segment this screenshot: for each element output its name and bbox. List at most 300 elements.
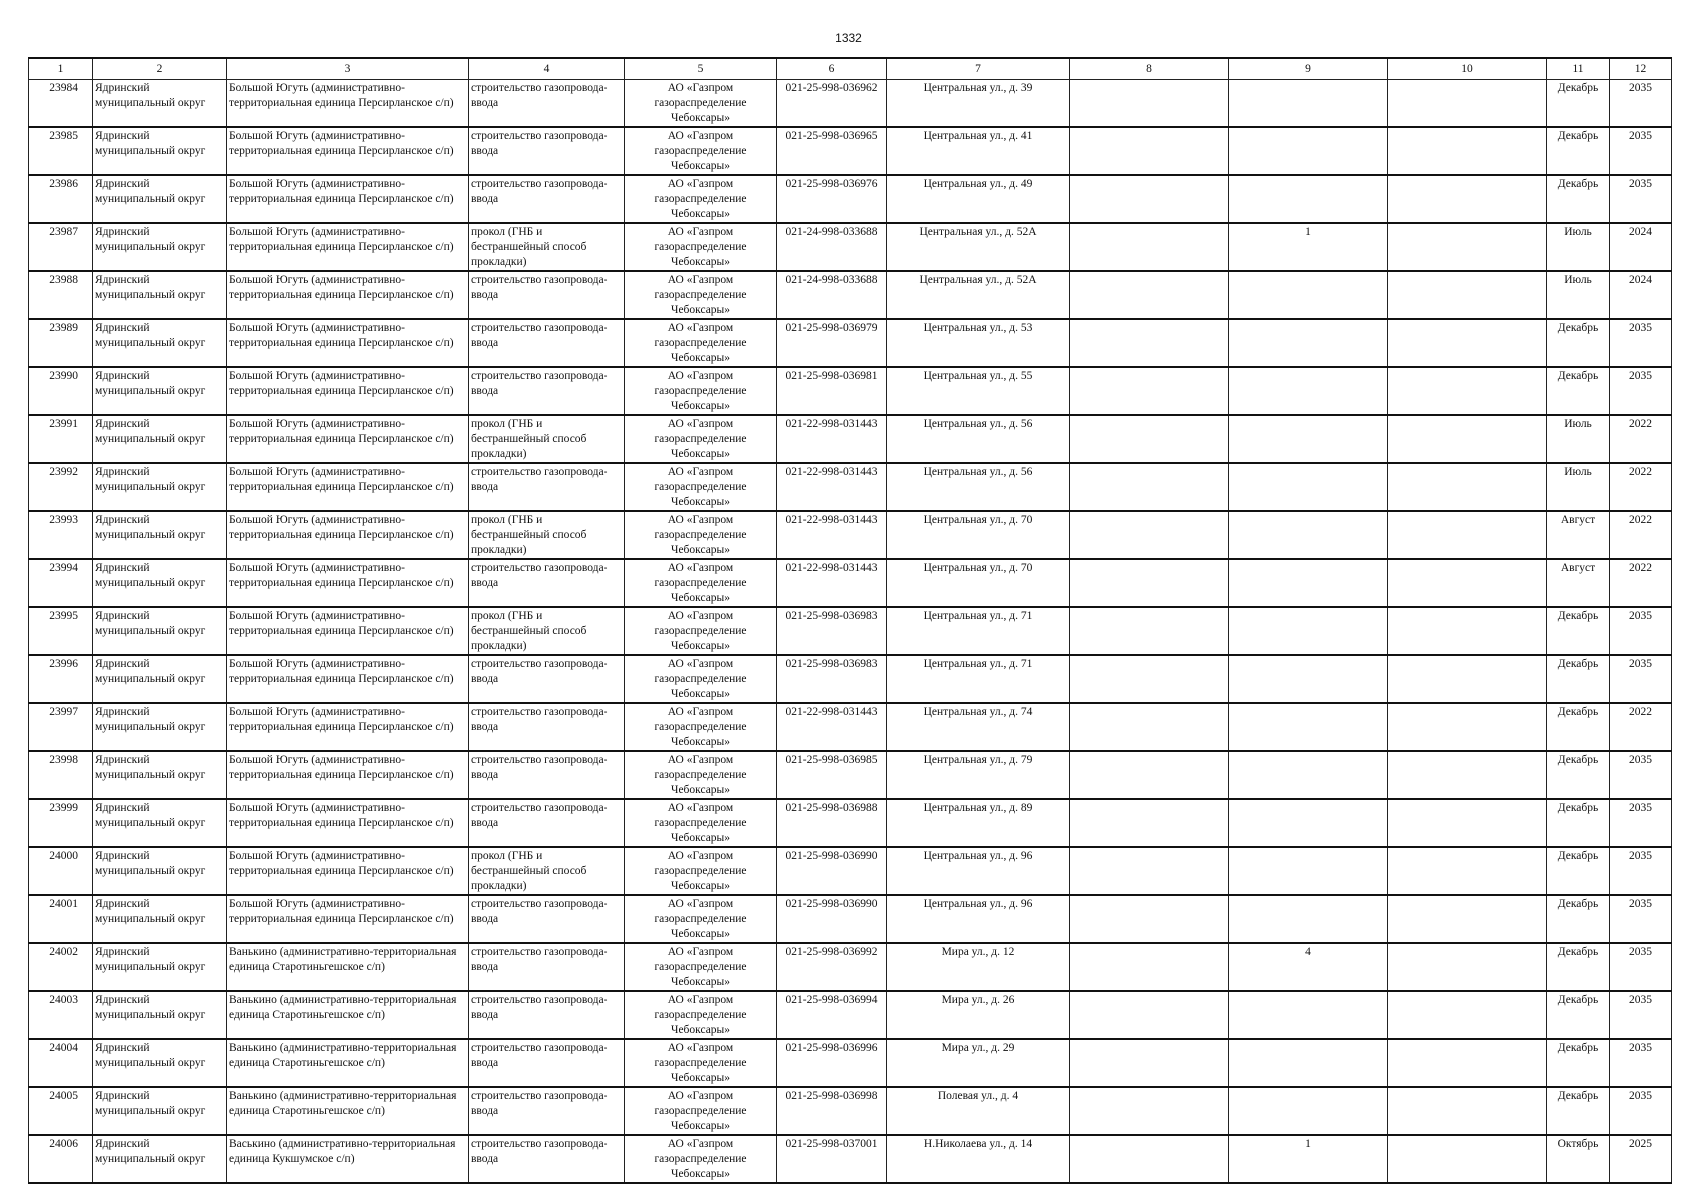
row-number: 23997 — [29, 703, 93, 751]
table-row — [29, 607, 1672, 655]
work-type-cell: строительство газопровода-ввода — [469, 559, 625, 607]
object-code-cell: 021-24-998-033688 — [777, 271, 887, 319]
column-8-cell — [1070, 655, 1229, 703]
work-type-cell: строительство газопровода-ввода — [469, 991, 625, 1039]
column-9-cell — [1229, 463, 1388, 511]
table-row — [29, 223, 1672, 271]
column-10-cell — [1388, 1087, 1547, 1135]
row-number: 23995 — [29, 607, 93, 655]
year-cell: 2035 — [1610, 367, 1672, 415]
organization-cell: АО «Газпром газораспределение Чебоксары» — [625, 991, 777, 1039]
organization-cell: АО «Газпром газораспределение Чебоксары» — [625, 367, 777, 415]
district-cell: Ядринский муниципальный округ — [93, 751, 227, 799]
organization-cell: АО «Газпром газораспределение Чебоксары» — [625, 415, 777, 463]
column-8-cell — [1070, 751, 1229, 799]
object-code-cell: 021-22-998-031443 — [777, 511, 887, 559]
month-cell: Июль — [1547, 271, 1610, 319]
column-10-cell — [1388, 415, 1547, 463]
table-row — [29, 127, 1672, 175]
organization-cell: АО «Газпром газораспределение Чебоксары» — [625, 319, 777, 367]
column-10-cell — [1388, 511, 1547, 559]
row-number: 23989 — [29, 319, 93, 367]
address-cell: Центральная ул., д. 53 — [887, 319, 1070, 367]
column-header: 8 — [1070, 58, 1229, 80]
year-cell: 2022 — [1610, 703, 1672, 751]
month-cell: Декабрь — [1547, 943, 1610, 991]
work-type-cell: строительство газопровода-ввода — [469, 703, 625, 751]
table-row — [29, 655, 1672, 703]
table-row — [29, 847, 1672, 895]
object-code-cell: 021-25-998-036990 — [777, 895, 887, 943]
organization-cell: АО «Газпром газораспределение Чебоксары» — [625, 175, 777, 223]
work-type-cell: строительство газопровода-ввода — [469, 1039, 625, 1087]
locality-cell: Большой Югуть (административно-территориальная единица Персирланское с/п) — [227, 367, 469, 415]
column-9-cell: 4 — [1229, 943, 1388, 991]
row-number: 23990 — [29, 367, 93, 415]
address-cell: Полевая ул., д. 4 — [887, 1087, 1070, 1135]
locality-cell: Большой Югуть (административно-территориальная единица Персирланское с/п) — [227, 80, 469, 128]
table-body — [29, 80, 1672, 1184]
district-cell: Ядринский муниципальный округ — [93, 80, 227, 128]
column-header: 12 — [1610, 58, 1672, 80]
column-9-cell — [1229, 895, 1388, 943]
district-cell: Ядринский муниципальный округ — [93, 223, 227, 271]
district-cell: Ядринский муниципальный округ — [93, 799, 227, 847]
column-10-cell — [1388, 463, 1547, 511]
address-cell: Мира ул., д. 12 — [887, 943, 1070, 991]
row-number: 24001 — [29, 895, 93, 943]
address-cell: Центральная ул., д. 70 — [887, 511, 1070, 559]
address-cell: Центральная ул., д. 39 — [887, 80, 1070, 128]
table-row — [29, 1039, 1672, 1087]
organization-cell: АО «Газпром газораспределение Чебоксары» — [625, 703, 777, 751]
object-code-cell: 021-25-998-036992 — [777, 943, 887, 991]
page-number: 1332 — [835, 31, 862, 45]
address-cell: Центральная ул., д. 71 — [887, 655, 1070, 703]
column-10-cell — [1388, 175, 1547, 223]
column-8-cell — [1070, 559, 1229, 607]
row-number: 24003 — [29, 991, 93, 1039]
register-table — [28, 57, 1672, 1184]
work-type-cell: строительство газопровода-ввода — [469, 1087, 625, 1135]
column-header: 5 — [625, 58, 777, 80]
table-row — [29, 511, 1672, 559]
locality-cell: Большой Югуть (административно-территориальная единица Персирланское с/п) — [227, 223, 469, 271]
address-cell: Центральная ул., д. 74 — [887, 703, 1070, 751]
address-cell: Центральная ул., д. 52А — [887, 223, 1070, 271]
organization-cell: АО «Газпром газораспределение Чебоксары» — [625, 607, 777, 655]
column-8-cell — [1070, 607, 1229, 655]
month-cell: Октябрь — [1547, 1135, 1610, 1183]
row-number: 23985 — [29, 127, 93, 175]
column-8-cell — [1070, 943, 1229, 991]
work-type-cell: строительство газопровода-ввода — [469, 271, 625, 319]
month-cell: Декабрь — [1547, 895, 1610, 943]
table-row — [29, 1135, 1672, 1183]
locality-cell: Ванькино (административно-территориальная единица Старотиньгешское с/п) — [227, 943, 469, 991]
organization-cell: АО «Газпром газораспределение Чебоксары» — [625, 1039, 777, 1087]
month-cell: Июль — [1547, 463, 1610, 511]
column-9-cell — [1229, 751, 1388, 799]
column-8-cell — [1070, 80, 1229, 128]
column-9-cell — [1229, 127, 1388, 175]
column-10-cell — [1388, 991, 1547, 1039]
column-9-cell — [1229, 991, 1388, 1039]
object-code-cell: 021-25-998-036994 — [777, 991, 887, 1039]
address-cell: Центральная ул., д. 71 — [887, 607, 1070, 655]
work-type-cell: строительство газопровода-ввода — [469, 463, 625, 511]
district-cell: Ядринский муниципальный округ — [93, 943, 227, 991]
locality-cell: Большой Югуть (административно-территориальная единица Персирланское с/п) — [227, 607, 469, 655]
row-number: 23996 — [29, 655, 93, 703]
year-cell: 2035 — [1610, 127, 1672, 175]
table-row — [29, 703, 1672, 751]
table-row — [29, 751, 1672, 799]
row-number: 24006 — [29, 1135, 93, 1183]
address-cell: Центральная ул., д. 96 — [887, 847, 1070, 895]
column-8-cell — [1070, 271, 1229, 319]
year-cell: 2035 — [1610, 655, 1672, 703]
month-cell: Декабрь — [1547, 655, 1610, 703]
column-9-cell — [1229, 511, 1388, 559]
locality-cell: Васькино (административно-территориальная единица Кукшумское с/п) — [227, 1135, 469, 1183]
object-code-cell: 021-25-998-036965 — [777, 127, 887, 175]
object-code-cell: 021-25-998-037001 — [777, 1135, 887, 1183]
year-cell: 2035 — [1610, 751, 1672, 799]
row-number: 24002 — [29, 943, 93, 991]
column-9-cell — [1229, 415, 1388, 463]
organization-cell: АО «Газпром газораспределение Чебоксары» — [625, 943, 777, 991]
district-cell: Ядринский муниципальный округ — [93, 991, 227, 1039]
column-9-cell — [1229, 80, 1388, 128]
year-cell: 2022 — [1610, 415, 1672, 463]
column-10-cell — [1388, 847, 1547, 895]
month-cell: Декабрь — [1547, 319, 1610, 367]
column-8-cell — [1070, 127, 1229, 175]
column-8-cell — [1070, 511, 1229, 559]
organization-cell: АО «Газпром газораспределение Чебоксары» — [625, 271, 777, 319]
district-cell: Ядринский муниципальный округ — [93, 559, 227, 607]
object-code-cell: 021-25-998-036979 — [777, 319, 887, 367]
column-9-cell — [1229, 703, 1388, 751]
object-code-cell: 021-22-998-031443 — [777, 463, 887, 511]
locality-cell: Большой Югуть (административно-территориальная единица Персирланское с/п) — [227, 319, 469, 367]
organization-cell: АО «Газпром газораспределение Чебоксары» — [625, 751, 777, 799]
year-cell: 2022 — [1610, 511, 1672, 559]
district-cell: Ядринский муниципальный округ — [93, 319, 227, 367]
column-8-cell — [1070, 847, 1229, 895]
row-number: 23984 — [29, 80, 93, 128]
column-10-cell — [1388, 799, 1547, 847]
work-type-cell: прокол (ГНБ и бестраншейный способ прокладки) — [469, 511, 625, 559]
column-9-cell — [1229, 559, 1388, 607]
row-number: 23987 — [29, 223, 93, 271]
column-header: 2 — [93, 58, 227, 80]
row-number: 23991 — [29, 415, 93, 463]
district-cell: Ядринский муниципальный округ — [93, 1135, 227, 1183]
column-8-cell — [1070, 895, 1229, 943]
column-10-cell — [1388, 703, 1547, 751]
object-code-cell: 021-25-998-036976 — [777, 175, 887, 223]
column-header: 11 — [1547, 58, 1610, 80]
work-type-cell: строительство газопровода-ввода — [469, 1135, 625, 1183]
table-row — [29, 799, 1672, 847]
column-10-cell — [1388, 1039, 1547, 1087]
organization-cell: АО «Газпром газораспределение Чебоксары» — [625, 847, 777, 895]
table-row — [29, 271, 1672, 319]
column-10-cell — [1388, 80, 1547, 128]
column-10-cell — [1388, 127, 1547, 175]
column-8-cell — [1070, 703, 1229, 751]
district-cell: Ядринский муниципальный округ — [93, 511, 227, 559]
locality-cell: Ванькино (административно-территориальная единица Старотиньгешское с/п) — [227, 991, 469, 1039]
object-code-cell: 021-25-998-036996 — [777, 1039, 887, 1087]
address-cell: Мира ул., д. 29 — [887, 1039, 1070, 1087]
column-8-cell — [1070, 1135, 1229, 1183]
column-8-cell — [1070, 1087, 1229, 1135]
organization-cell: АО «Газпром газораспределение Чебоксары» — [625, 655, 777, 703]
address-cell: Центральная ул., д. 89 — [887, 799, 1070, 847]
column-8-cell — [1070, 991, 1229, 1039]
column-9-cell — [1229, 367, 1388, 415]
locality-cell: Большой Югуть (административно-территориальная единица Персирланское с/п) — [227, 127, 469, 175]
object-code-cell: 021-25-998-036981 — [777, 367, 887, 415]
object-code-cell: 021-25-998-036998 — [777, 1087, 887, 1135]
object-code-cell: 021-25-998-036988 — [777, 799, 887, 847]
address-cell: Центральная ул., д. 56 — [887, 415, 1070, 463]
address-cell: Н.Николаева ул., д. 14 — [887, 1135, 1070, 1183]
locality-cell: Большой Югуть (административно-территориальная единица Персирланское с/п) — [227, 271, 469, 319]
district-cell: Ядринский муниципальный округ — [93, 367, 227, 415]
column-9-cell — [1229, 271, 1388, 319]
month-cell: Декабрь — [1547, 991, 1610, 1039]
organization-cell: АО «Газпром газораспределение Чебоксары» — [625, 463, 777, 511]
object-code-cell: 021-25-998-036962 — [777, 80, 887, 128]
year-cell: 2035 — [1610, 319, 1672, 367]
district-cell: Ядринский муниципальный округ — [93, 271, 227, 319]
district-cell: Ядринский муниципальный округ — [93, 895, 227, 943]
column-8-cell — [1070, 1039, 1229, 1087]
organization-cell: АО «Газпром газораспределение Чебоксары» — [625, 223, 777, 271]
column-10-cell — [1388, 319, 1547, 367]
column-9-cell — [1229, 655, 1388, 703]
locality-cell: Ванькино (административно-территориальная единица Старотиньгешское с/п) — [227, 1039, 469, 1087]
locality-cell: Ванькино (административно-территориальная единица Старотиньгешское с/п) — [227, 1087, 469, 1135]
work-type-cell: строительство газопровода-ввода — [469, 751, 625, 799]
year-cell: 2035 — [1610, 607, 1672, 655]
locality-cell: Большой Югуть (административно-территориальная единица Персирланское с/п) — [227, 703, 469, 751]
district-cell: Ядринский муниципальный округ — [93, 607, 227, 655]
table-row — [29, 80, 1672, 128]
year-cell: 2022 — [1610, 559, 1672, 607]
locality-cell: Большой Югуть (административно-территориальная единица Персирланское с/п) — [227, 415, 469, 463]
row-number: 23986 — [29, 175, 93, 223]
column-10-cell — [1388, 1135, 1547, 1183]
year-cell: 2035 — [1610, 1039, 1672, 1087]
row-number: 24005 — [29, 1087, 93, 1135]
year-cell: 2035 — [1610, 1087, 1672, 1135]
object-code-cell: 021-25-998-036983 — [777, 655, 887, 703]
object-code-cell: 021-22-998-031443 — [777, 703, 887, 751]
year-cell: 2035 — [1610, 799, 1672, 847]
column-9-cell — [1229, 1087, 1388, 1135]
year-cell: 2035 — [1610, 943, 1672, 991]
work-type-cell: строительство газопровода-ввода — [469, 175, 625, 223]
column-10-cell — [1388, 223, 1547, 271]
column-header: 1 — [29, 58, 93, 80]
work-type-cell: строительство газопровода-ввода — [469, 943, 625, 991]
year-cell: 2035 — [1610, 175, 1672, 223]
month-cell: Декабрь — [1547, 127, 1610, 175]
row-number: 23993 — [29, 511, 93, 559]
work-type-cell: строительство газопровода-ввода — [469, 895, 625, 943]
month-cell: Июль — [1547, 415, 1610, 463]
address-cell: Центральная ул., д. 70 — [887, 559, 1070, 607]
column-10-cell — [1388, 895, 1547, 943]
district-cell: Ядринский муниципальный округ — [93, 415, 227, 463]
year-cell: 2035 — [1610, 991, 1672, 1039]
work-type-cell: строительство газопровода-ввода — [469, 799, 625, 847]
month-cell: Декабрь — [1547, 80, 1610, 128]
district-cell: Ядринский муниципальный округ — [93, 1039, 227, 1087]
organization-cell: АО «Газпром газораспределение Чебоксары» — [625, 1087, 777, 1135]
locality-cell: Большой Югуть (административно-территориальная единица Персирланское с/п) — [227, 511, 469, 559]
table-row — [29, 415, 1672, 463]
locality-cell: Большой Югуть (административно-территориальная единица Персирланское с/п) — [227, 175, 469, 223]
locality-cell: Большой Югуть (административно-территориальная единица Персирланское с/п) — [227, 895, 469, 943]
column-9-cell — [1229, 319, 1388, 367]
work-type-cell: строительство газопровода-ввода — [469, 655, 625, 703]
work-type-cell: прокол (ГНБ и бестраншейный способ прокладки) — [469, 415, 625, 463]
organization-cell: АО «Газпром газораспределение Чебоксары» — [625, 559, 777, 607]
column-header: 4 — [469, 58, 625, 80]
column-10-cell — [1388, 751, 1547, 799]
object-code-cell: 021-25-998-036990 — [777, 847, 887, 895]
work-type-cell: строительство газопровода-ввода — [469, 80, 625, 128]
column-8-cell — [1070, 415, 1229, 463]
column-10-cell — [1388, 943, 1547, 991]
year-cell: 2035 — [1610, 80, 1672, 128]
organization-cell: АО «Газпром газораспределение Чебоксары» — [625, 80, 777, 128]
row-number: 23999 — [29, 799, 93, 847]
column-9-cell — [1229, 175, 1388, 223]
column-8-cell — [1070, 175, 1229, 223]
column-9-cell — [1229, 1039, 1388, 1087]
locality-cell: Большой Югуть (административно-территориальная единица Персирланское с/п) — [227, 847, 469, 895]
address-cell: Центральная ул., д. 79 — [887, 751, 1070, 799]
locality-cell: Большой Югуть (административно-территориальная единица Персирланское с/п) — [227, 751, 469, 799]
table-row — [29, 991, 1672, 1039]
address-cell: Центральная ул., д. 41 — [887, 127, 1070, 175]
column-9-cell — [1229, 799, 1388, 847]
month-cell: Август — [1547, 559, 1610, 607]
month-cell: Декабрь — [1547, 607, 1610, 655]
column-9-cell: 1 — [1229, 223, 1388, 271]
column-10-cell — [1388, 607, 1547, 655]
row-number: 23992 — [29, 463, 93, 511]
object-code-cell: 021-22-998-031443 — [777, 559, 887, 607]
district-cell: Ядринский муниципальный округ — [93, 463, 227, 511]
object-code-cell: 021-22-998-031443 — [777, 415, 887, 463]
year-cell: 2025 — [1610, 1135, 1672, 1183]
column-header: 9 — [1229, 58, 1388, 80]
row-number: 23988 — [29, 271, 93, 319]
year-cell: 2035 — [1610, 895, 1672, 943]
organization-cell: АО «Газпром газораспределение Чебоксары» — [625, 895, 777, 943]
address-cell: Центральная ул., д. 56 — [887, 463, 1070, 511]
column-header: 6 — [777, 58, 887, 80]
column-8-cell — [1070, 463, 1229, 511]
work-type-cell: строительство газопровода-ввода — [469, 319, 625, 367]
header-row — [29, 58, 1672, 80]
column-header: 10 — [1388, 58, 1547, 80]
month-cell: Декабрь — [1547, 799, 1610, 847]
locality-cell: Большой Югуть (административно-территориальная единица Персирланское с/п) — [227, 799, 469, 847]
column-9-cell — [1229, 607, 1388, 655]
month-cell: Декабрь — [1547, 847, 1610, 895]
table-row — [29, 943, 1672, 991]
column-8-cell — [1070, 319, 1229, 367]
column-header: 3 — [227, 58, 469, 80]
column-10-cell — [1388, 559, 1547, 607]
year-cell: 2024 — [1610, 271, 1672, 319]
month-cell: Декабрь — [1547, 175, 1610, 223]
month-cell: Август — [1547, 511, 1610, 559]
district-cell: Ядринский муниципальный округ — [93, 175, 227, 223]
table-row — [29, 559, 1672, 607]
district-cell: Ядринский муниципальный округ — [93, 847, 227, 895]
month-cell: Декабрь — [1547, 1087, 1610, 1135]
table-row — [29, 175, 1672, 223]
row-number: 24000 — [29, 847, 93, 895]
district-cell: Ядринский муниципальный округ — [93, 1087, 227, 1135]
row-number: 23998 — [29, 751, 93, 799]
year-cell: 2035 — [1610, 847, 1672, 895]
address-cell: Мира ул., д. 26 — [887, 991, 1070, 1039]
column-9-cell — [1229, 847, 1388, 895]
object-code-cell: 021-24-998-033688 — [777, 223, 887, 271]
table-row — [29, 895, 1672, 943]
month-cell: Декабрь — [1547, 1039, 1610, 1087]
work-type-cell: прокол (ГНБ и бестраншейный способ прокладки) — [469, 847, 625, 895]
row-number: 24004 — [29, 1039, 93, 1087]
work-type-cell: прокол (ГНБ и бестраншейный способ прокладки) — [469, 223, 625, 271]
column-header: 7 — [887, 58, 1070, 80]
work-type-cell: строительство газопровода-ввода — [469, 367, 625, 415]
work-type-cell: прокол (ГНБ и бестраншейный способ прокладки) — [469, 607, 625, 655]
column-8-cell — [1070, 223, 1229, 271]
month-cell: Декабрь — [1547, 751, 1610, 799]
year-cell: 2024 — [1610, 223, 1672, 271]
table-header — [29, 58, 1672, 80]
address-cell: Центральная ул., д. 55 — [887, 367, 1070, 415]
column-9-cell: 1 — [1229, 1135, 1388, 1183]
column-10-cell — [1388, 367, 1547, 415]
organization-cell: АО «Газпром газораспределение Чебоксары» — [625, 127, 777, 175]
locality-cell: Большой Югуть (административно-территориальная единица Персирланское с/п) — [227, 463, 469, 511]
column-10-cell — [1388, 271, 1547, 319]
table-row — [29, 367, 1672, 415]
year-cell: 2022 — [1610, 463, 1672, 511]
organization-cell: АО «Газпром газораспределение Чебоксары» — [625, 799, 777, 847]
district-cell: Ядринский муниципальный округ — [93, 655, 227, 703]
work-type-cell: строительство газопровода-ввода — [469, 127, 625, 175]
month-cell: Декабрь — [1547, 703, 1610, 751]
address-cell: Центральная ул., д. 96 — [887, 895, 1070, 943]
table-row — [29, 463, 1672, 511]
district-cell: Ядринский муниципальный округ — [93, 703, 227, 751]
object-code-cell: 021-25-998-036983 — [777, 607, 887, 655]
